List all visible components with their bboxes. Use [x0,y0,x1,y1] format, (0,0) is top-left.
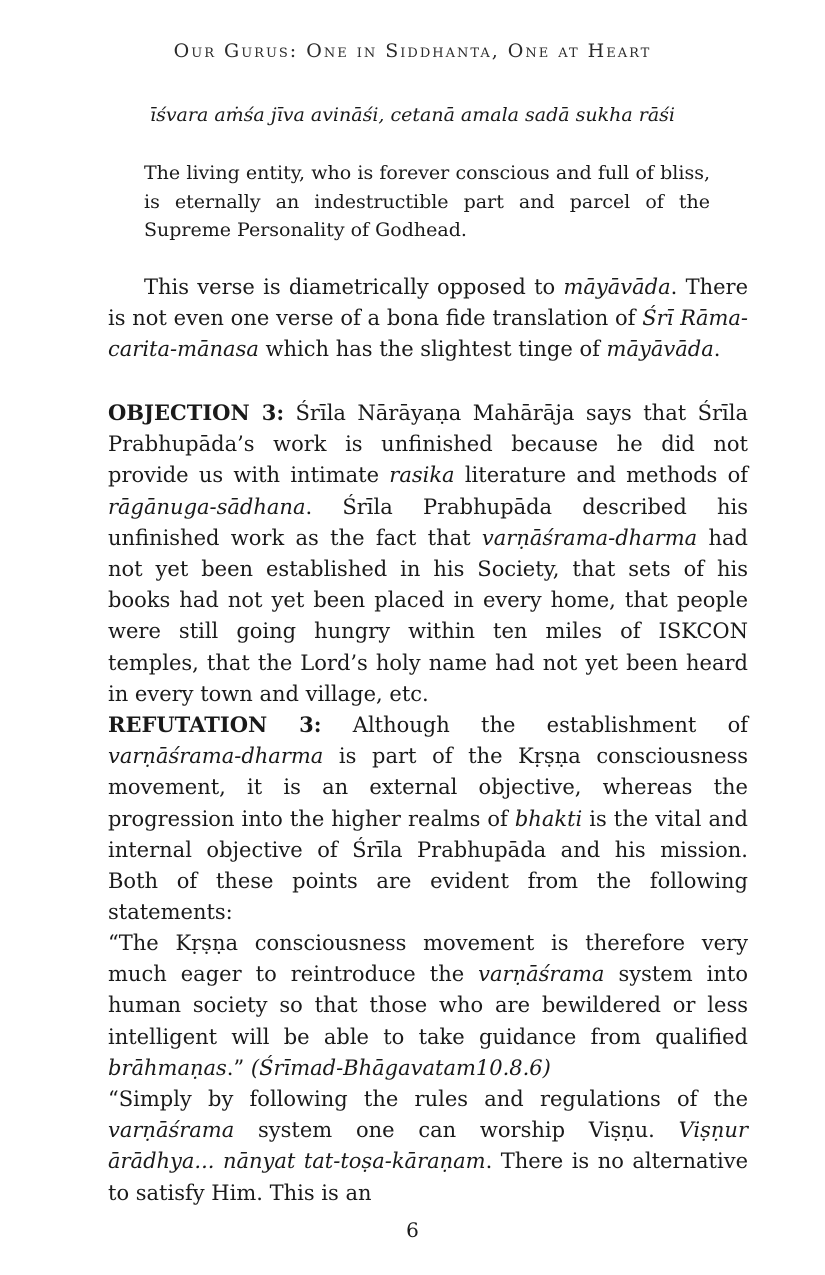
quote-paragraph-1: “The Kṛṣṇa consciousness movement is therefore very much eager to reintroduce the varṇāśrama system into human society so that those who are bewildered or less intelligent will be able to take guidance from qualified brāhmaṇas.” (Śrīmad-Bhāgavatam10.8.6) [108,931,748,1080]
page-number: 6 [406,1218,419,1242]
objection-paragraph: OBJECTION 3: Śrīla Nārāyaṇa Mahārāja says that Śrīla Prabhupāda’s work is unfinished because he did not provide us with intimate rasika literature and methods of rāgānuga-sādhana. Śrīla Prabhupāda described his unfinished work as the fact that varṇāśrama-dharma had not yet been established in his Society, that sets of his books had not yet been placed in every home, that people were still going hungry within ten miles of ISKCON temples, that the Lord’s holy name had not yet been heard in every town and village, etc. [108,400,748,706]
refutation-paragraph: REFUTATION 3: Although the establishment of varṇāśrama-dharma is part of the Kṛṣṇa consciousness movement, it is an external objective, whereas the progression into the higher realms of bhakti is the vital and internal objective of Śrīla Prabhupāda and his mission. Both of these points are evident from the following statements: [108,712,749,925]
running-head-title: Our Gurus: One in Siddhanta, One at Heart [173,40,652,62]
verse-text: īśvara aṁśa jīva avināśi, cetanā amala sadā sukha rāśi [150,104,675,126]
quote-paragraph-2: “Simply by following the rules and regulations of the varṇāśrama system one can worship Viṣṇu. Viṣṇur ārādhya... nānyat tat-toṣa-kāraṇam. There is no alternative to satisfy Him. This is an [108,1087,748,1205]
quote-citation: (Śrīmad-Bhāgavatam10.8.6) [250,1055,551,1080]
verse-translation: The living entity, who is forever conscious and full of bliss, is eternally an indestructible part and parcel of the Supreme Personality of Godhead. [144,162,710,241]
commentary-paragraph: This verse is diametrically opposed to māyāvāda. There is not even one verse of a bona fide translation of Śrī Rāma-carita-mānasa which has the slightest tinge of māyāvāda. [108,275,748,362]
refutation-label: REFUTATION 3: [108,712,322,737]
objection-label: OBJECTION 3: [108,400,285,425]
